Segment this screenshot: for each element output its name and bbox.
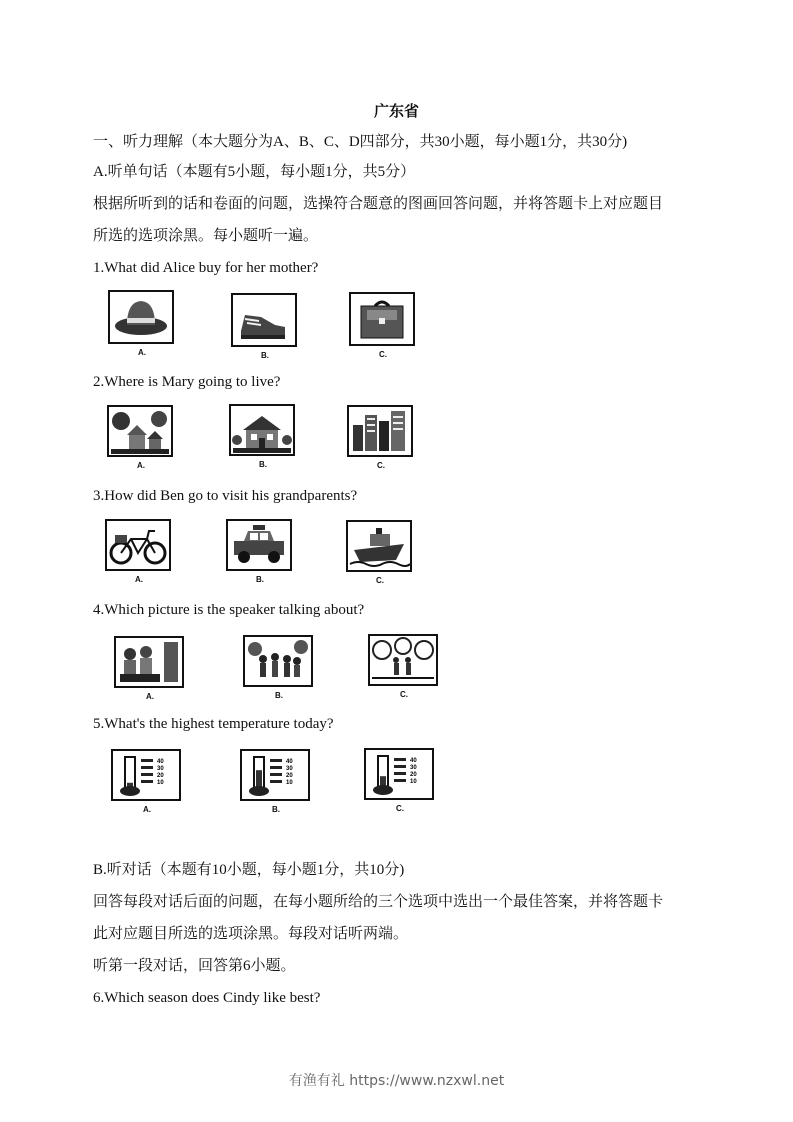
- question-4: 4.Which picture is the speaker talking about?: [93, 602, 365, 618]
- scale-tick: [141, 773, 153, 776]
- scale-tick: [141, 780, 153, 783]
- scale-tick: [394, 758, 406, 761]
- crowd-scene-icon: [243, 635, 313, 687]
- scale-tick: [270, 766, 282, 769]
- q3-option-a[interactable]: [105, 519, 171, 584]
- thermometer-icon: [364, 748, 434, 800]
- option-label: A.: [137, 461, 145, 470]
- house-icon: [229, 404, 295, 456]
- scale-label: 20: [157, 773, 164, 779]
- ship-icon: [346, 520, 412, 572]
- thermometer-icon: [240, 749, 310, 801]
- part-a-instruction-line2: 所选的选项涂黑。每小题听一遍。: [93, 228, 319, 244]
- q1-option-b[interactable]: [231, 293, 297, 360]
- question-3: 3.How did Ben go to visit his grandparents?: [93, 488, 358, 504]
- q5-option-b[interactable]: [240, 749, 310, 814]
- question-1: 1.What did Alice buy for her mother?: [93, 260, 319, 276]
- question-5: 5.What's the highest temperature today?: [93, 716, 334, 732]
- option-label: B.: [261, 351, 269, 360]
- scale-label: 20: [286, 773, 293, 779]
- scale-tick: [141, 766, 153, 769]
- q2-option-b[interactable]: [229, 404, 295, 469]
- q4-option-b[interactable]: [243, 635, 313, 700]
- option-label: C.: [376, 576, 384, 585]
- option-label: A.: [138, 348, 146, 357]
- scale-label: 40: [286, 759, 293, 765]
- q5-option-a[interactable]: [111, 749, 181, 814]
- part-b-instruction-line2: 此对应题目所选的选项涂黑。每段对话听两端。: [93, 926, 409, 942]
- option-label: C.: [396, 804, 404, 813]
- option-label: A.: [146, 692, 154, 701]
- option-label: B.: [259, 460, 267, 469]
- section-heading: 一、听力理解（本大题分为A、B、C、D四部分，共30小题，每小题1分，共30分): [93, 134, 628, 150]
- scale-tick: [270, 759, 282, 762]
- part-a-heading: A.听单句话（本题有5小题，每小题1分，共5分）: [93, 164, 416, 180]
- option-label: C.: [379, 350, 387, 359]
- indoor-scene-icon: [114, 636, 184, 688]
- part-b-heading: B.听对话（本题有10小题，每小题1分，共10分): [93, 862, 405, 878]
- option-label: A.: [143, 805, 151, 814]
- village-icon: [107, 405, 173, 457]
- scale-label: 40: [157, 759, 164, 765]
- scale-label: 10: [410, 779, 417, 785]
- scale-tick: [394, 779, 406, 782]
- part-b-subheading: 听第一段对话，回答第6小题。: [93, 958, 296, 974]
- q3-option-b[interactable]: [226, 519, 292, 584]
- q5-option-c[interactable]: [364, 748, 434, 813]
- scale-label: 30: [157, 766, 164, 772]
- bicycle-icon: [105, 519, 171, 571]
- option-label: B.: [256, 575, 264, 584]
- scale-tick: [270, 773, 282, 776]
- city-icon: [347, 405, 413, 457]
- q4-option-a[interactable]: [114, 636, 184, 701]
- q2-option-a[interactable]: [107, 405, 173, 470]
- bag-icon: [349, 292, 415, 346]
- option-label: A.: [135, 575, 143, 584]
- scale-label: 10: [286, 780, 293, 786]
- sneakers-icon: [231, 293, 297, 347]
- part-a-instruction-line1: 根据所听到的话和卷面的问题，选操符合题意的图画回答问题，并将答题卡上对应题目: [93, 196, 664, 212]
- option-label: C.: [400, 690, 408, 699]
- q3-option-c[interactable]: [346, 520, 412, 585]
- q2-option-c[interactable]: [347, 405, 413, 470]
- q1-option-a[interactable]: [108, 290, 174, 357]
- scale-tick: [141, 759, 153, 762]
- question-2: 2.Where is Mary going to live?: [93, 374, 281, 390]
- hat-icon: [108, 290, 174, 344]
- thermometer-icon: [111, 749, 181, 801]
- footer-watermark: 有渔有礼 https://www.nzxwl.net: [288, 1073, 505, 1089]
- scale-label: 20: [410, 772, 417, 778]
- part-b-instruction-line1: 回答每段对话后面的问题，在每小题所给的三个选项中选出一个最佳答案，并将答题卡: [93, 894, 664, 910]
- q4-option-c[interactable]: [368, 634, 438, 699]
- option-label: C.: [377, 461, 385, 470]
- scale-tick: [270, 780, 282, 783]
- q1-option-c[interactable]: [349, 292, 415, 359]
- scale-label: 40: [410, 758, 417, 764]
- taxi-icon: [226, 519, 292, 571]
- option-label: B.: [272, 805, 280, 814]
- park-scene-icon: [368, 634, 438, 686]
- scale-label: 30: [410, 765, 417, 771]
- page-title: 广东省: [373, 104, 419, 120]
- scale-tick: [394, 772, 406, 775]
- scale-tick: [394, 765, 406, 768]
- option-label: B.: [275, 691, 283, 700]
- scale-label: 10: [157, 780, 164, 786]
- question-6: 6.Which season does Cindy like best?: [93, 990, 321, 1006]
- scale-label: 30: [286, 766, 293, 772]
